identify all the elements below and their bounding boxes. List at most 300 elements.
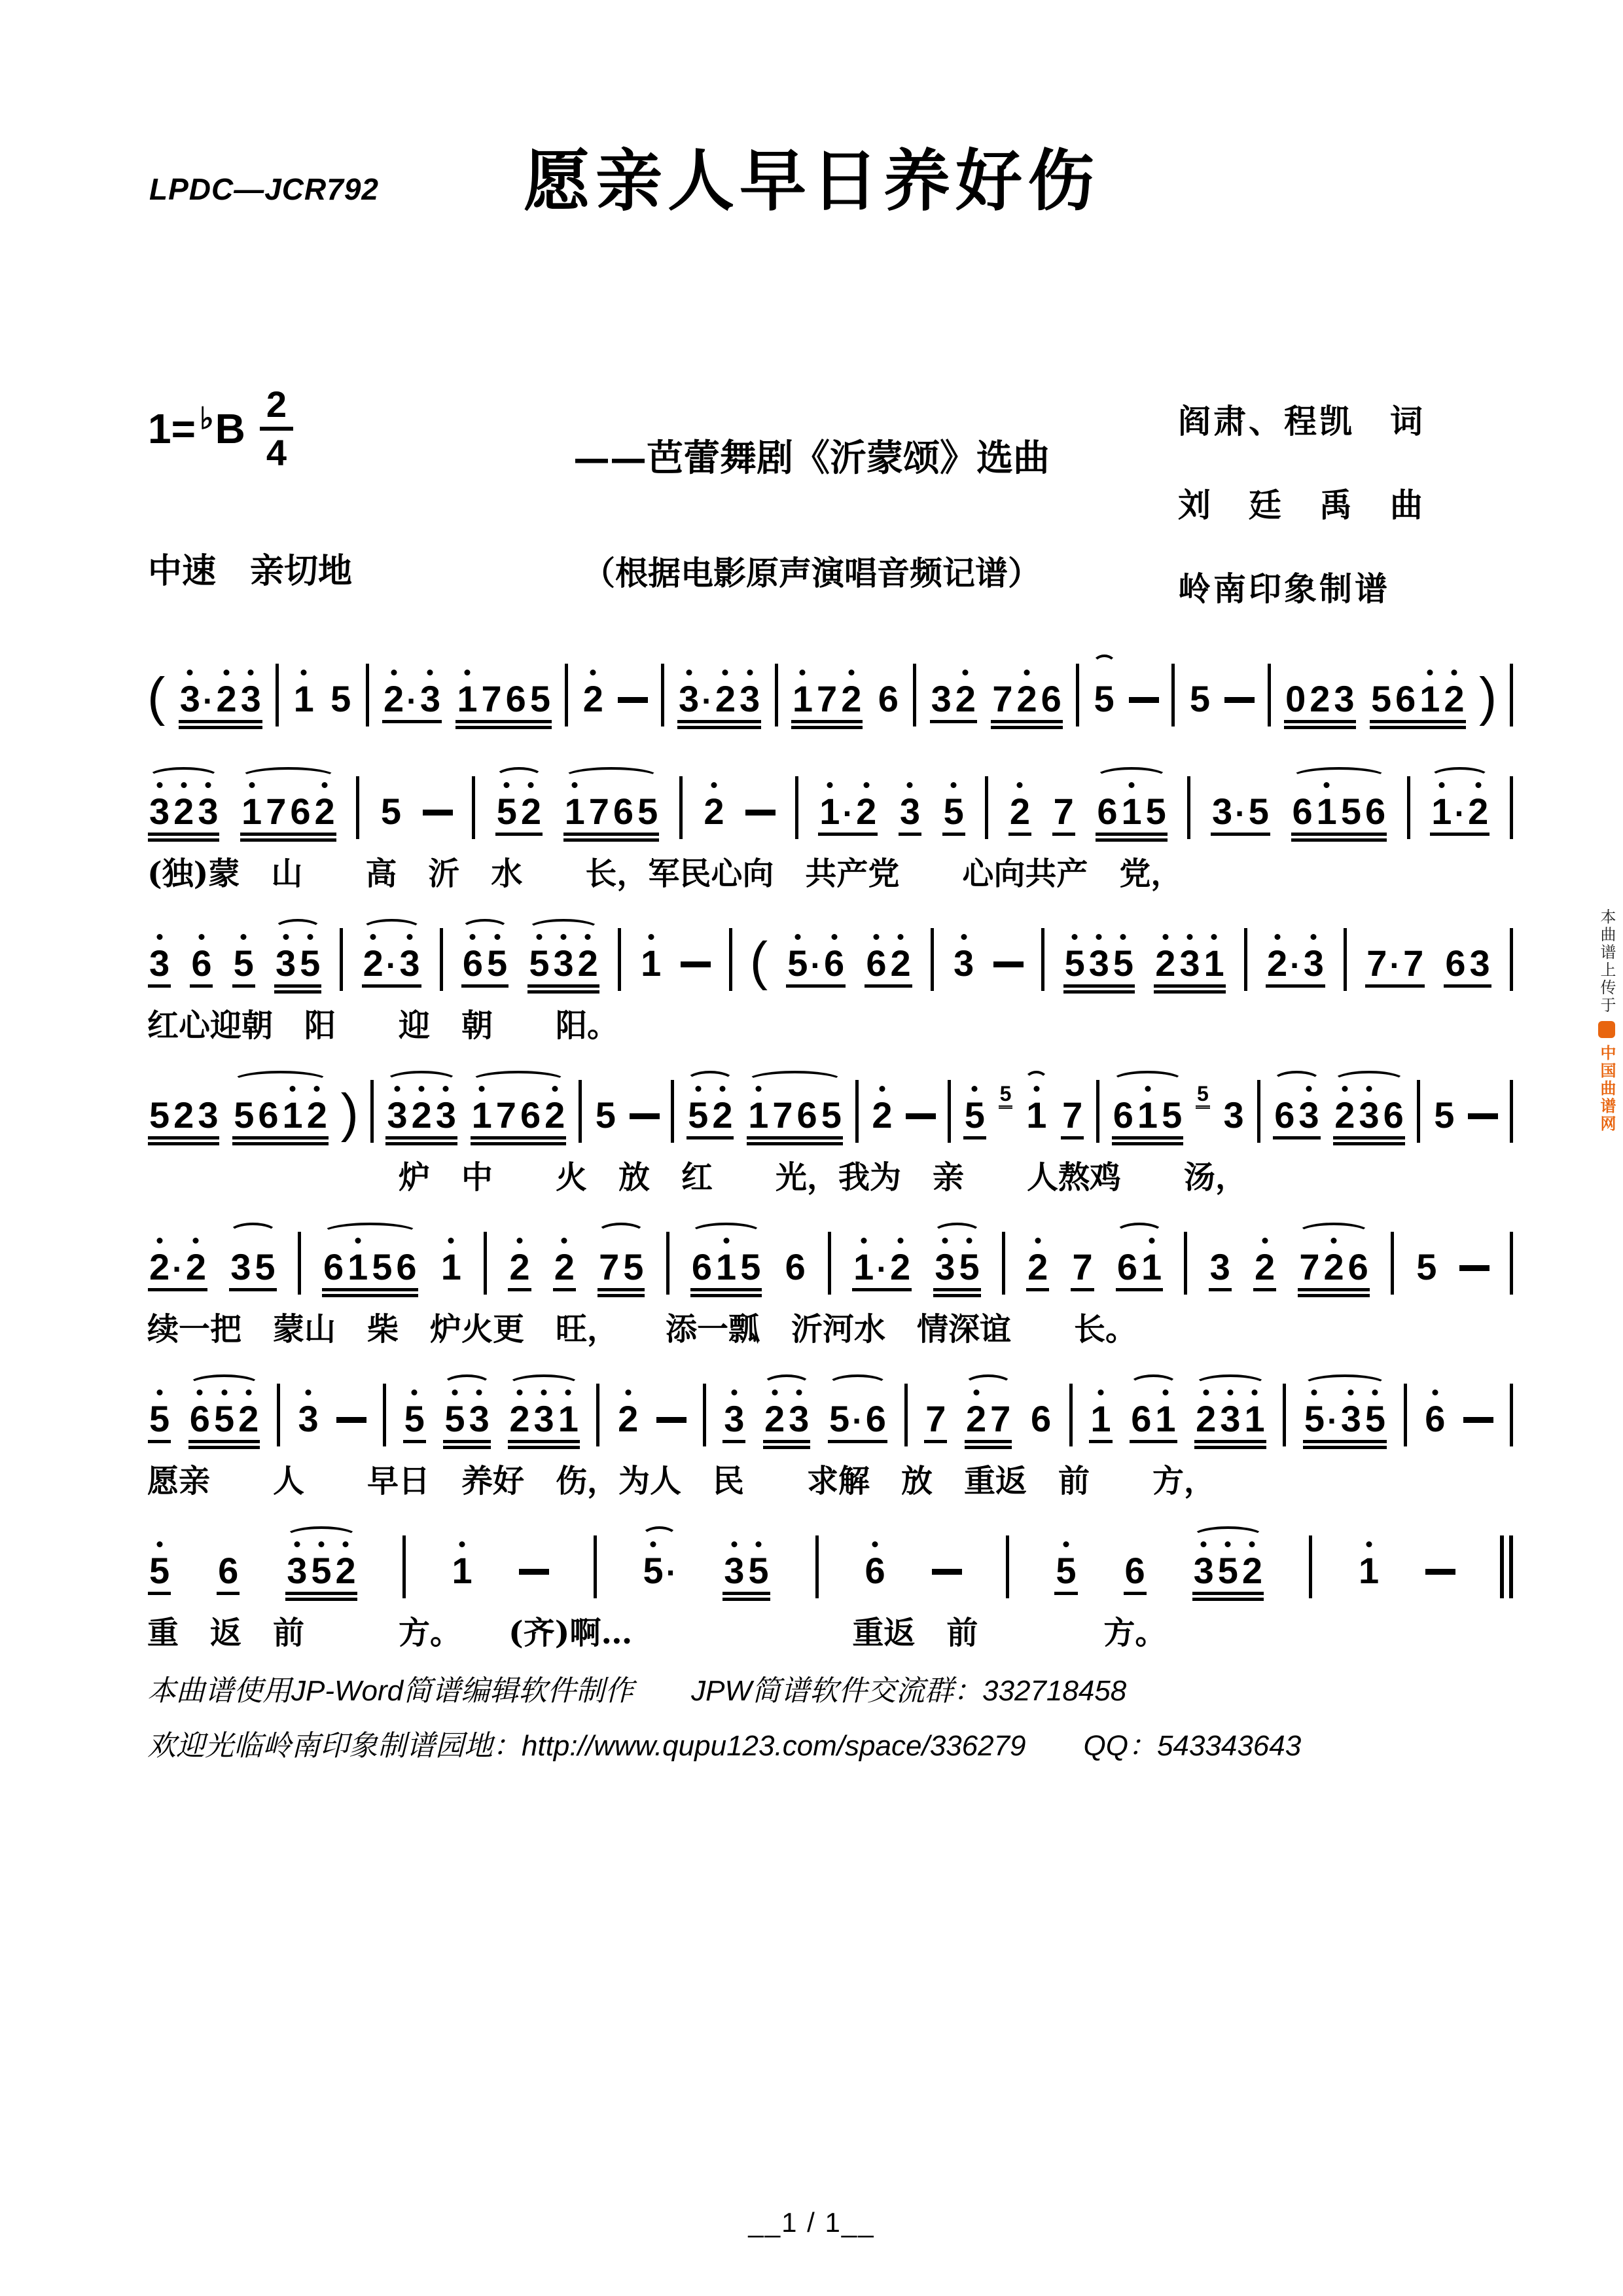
beam-line [1430,833,1489,836]
note-digit: 6 [1030,1398,1052,1439]
note-token [1253,1246,1277,1287]
beam-line [828,1440,887,1443]
note-token [1188,678,1212,719]
note-digit: 3 [1357,1097,1381,1134]
note-digit: 1 [817,793,842,830]
note-digit: 3 [952,945,976,982]
note-token [178,678,263,719]
note-digit: 6 [520,1094,541,1136]
note-digit: 2 [954,681,978,717]
octave-dot-above [1427,670,1433,675]
note-token [686,1094,734,1136]
note-token [1222,1094,1246,1136]
beam-line [1192,1592,1264,1595]
beam-line [1063,984,1135,988]
note-token [1192,1552,1264,1590]
augmentation-dot: · [1290,947,1301,984]
beam-line [763,1446,810,1449]
note-digit: 3 [1302,945,1326,982]
beam-line [965,1446,1012,1449]
note-digit: 7 [992,678,1013,719]
note-digit: 1 [1120,793,1144,830]
octave-dot-above [897,1238,903,1244]
note-digit: 7 [481,678,502,719]
note-digit: 2 [313,793,337,830]
note-digit: 2 [1466,793,1490,830]
beam-line [240,838,336,842]
note-digit: 6 [1097,791,1118,832]
beam-line [1052,833,1075,836]
note-token [581,678,605,719]
held-beat-dash [336,1417,366,1423]
footer-site-note: 欢迎光临岭南印象制谱园地：http://www.qupu123.com/space/336279 QQ：543343643 [147,1729,1302,1762]
note-digit: 2 [888,1249,912,1285]
beam-line [1054,1592,1077,1595]
slur-arc [1192,1526,1264,1547]
note-token [639,942,663,984]
beam-line [791,720,863,723]
note-token [189,942,213,984]
note-token [216,1552,240,1590]
beam-line [1071,1288,1094,1291]
note-token [285,1552,357,1590]
slur-arc [1092,655,1116,675]
note-digit: 5 [1363,1401,1387,1437]
held-beat-dash [745,810,776,816]
note-digit: 6 [1395,678,1416,719]
note-token [963,1094,987,1136]
held-beat-dash [1129,697,1159,703]
note-token [552,1246,577,1287]
barline [815,1535,819,1598]
note-digit: 2 [710,1097,734,1134]
note-digit: 2 [171,793,196,830]
note-token [1272,1094,1321,1136]
note-digit: 6 [878,678,899,719]
note-digit: 6 [865,1398,886,1439]
octave-dot-above [827,782,832,788]
note-digit: 5 [527,945,551,982]
beam-line [148,833,219,836]
beam-line [747,1142,843,1145]
score [147,634,1513,1773]
note-token [1423,1398,1447,1439]
note-digit: 1 [470,1097,494,1134]
note-digit: 5 [1111,945,1135,982]
octave-dot-above [301,670,307,675]
note-token [851,1246,912,1287]
barline [1510,928,1513,991]
octave-dot-above [1017,782,1023,788]
note-digit: 1 [639,945,663,982]
note-digit: 2 [173,1094,194,1136]
barline [775,664,778,726]
note-digit: 2 [334,1552,358,1589]
note-digit: 6 [189,945,213,982]
beam-line [1303,1440,1387,1443]
beam-line [443,1440,490,1443]
beam-line [285,1598,357,1601]
augmentation-dot: · [406,683,418,719]
beam-line [747,1136,843,1139]
note-digit: 7 [772,1094,793,1136]
octave-dot-above [459,1541,465,1547]
note-token [690,1246,762,1287]
note-token [147,1398,171,1439]
beam-line [1026,1288,1049,1291]
beam-line [1253,1288,1276,1291]
octave-dot-above [224,670,230,675]
music-system [147,746,1513,892]
note-digit: 3 [1087,945,1111,982]
note-digit: 1 [240,793,264,830]
note-digit: 3 [1177,945,1202,982]
slur-arc [232,1071,329,1092]
beam-line [455,726,552,729]
note-digit: 5 [942,793,966,830]
note-token [1369,678,1467,719]
note-digit: 3 [787,1401,811,1437]
note-digit: 3 [198,1094,219,1136]
note-token [1291,793,1388,831]
page-number: __1 / 1__ [748,2207,875,2238]
note-digit: 1 [1418,681,1442,717]
beam-line [232,1142,329,1145]
beam-line [1209,1288,1232,1291]
note-token [616,1398,640,1439]
beam-line [190,984,213,988]
note-digit: 2 [305,1097,329,1134]
note-digit: 3 [418,681,442,717]
slur-arc [285,1526,357,1547]
note-digit: 2 [236,1401,260,1437]
beam-line [1096,833,1167,836]
beam-line [495,833,543,836]
note-token [1414,1246,1438,1287]
note-digit: 7 [588,791,609,832]
slur-arc [1111,1071,1184,1092]
beam-line [508,1288,531,1291]
slur-arc [527,919,599,940]
octave-dot-above [156,1390,162,1395]
beam-line [1061,1136,1084,1139]
octave-dot-above [1274,934,1280,940]
beam-line [508,1446,579,1449]
note-digit: 0 [1285,678,1306,719]
held-beat-dash [932,1569,962,1575]
augmentation-dot: · [202,683,214,719]
note-digit: 6 [396,1246,417,1287]
note-token [876,678,901,719]
beam-line [1273,1136,1320,1139]
note-token [1265,942,1326,984]
note-token [677,678,762,719]
octave-dot-above [1211,934,1217,940]
note-digit: 2 [1153,945,1177,982]
note-digit: 5 [234,1094,255,1136]
note-digit: 6 [1423,1401,1447,1437]
octave-dot-above [156,1238,162,1244]
octave-dot-above [156,1541,162,1547]
note-digit: 1 [1135,1097,1160,1134]
note-token [1123,1552,1147,1590]
note-digit: 3 [285,1552,309,1589]
octave-dot-above [747,670,753,675]
note-token [864,942,912,984]
barline [1391,1232,1394,1295]
octave-dot-above [848,670,854,675]
note-digit: 1 [1153,1401,1177,1437]
octave-dot-above [1072,934,1078,940]
octave-dot-above [831,934,837,940]
barline [383,1384,386,1446]
note-token [470,1094,567,1136]
beam-line [1211,833,1270,836]
note-token [147,1094,220,1136]
octave-dot-above [863,782,869,788]
note-token [1026,1246,1050,1287]
note-digit: 5 [1145,791,1166,832]
note-token [228,1246,277,1287]
note-digit: 6 [1041,678,1061,719]
note-digit: 5 [829,1398,850,1439]
barline [484,1232,487,1295]
octave-dot-above [711,782,717,788]
octave-dot-above [861,1238,866,1244]
note-digit: 1 [746,1097,770,1134]
note-digit: 2 [1014,681,1039,717]
slur-arc [1194,1374,1266,1395]
beam-line [1194,1440,1266,1443]
beam-line [471,1136,567,1139]
note-token [1357,1552,1381,1590]
beam-line [1154,990,1225,994]
beam-line [148,1288,207,1291]
slur-arc [1302,1374,1387,1395]
barline [1187,776,1190,839]
note-token [1029,1398,1053,1439]
octave-dot-above [1035,1238,1041,1244]
note-digit: 3 [738,681,762,717]
note-digit: 2 [361,945,385,982]
beam-line [274,990,321,994]
barline [1184,1232,1187,1295]
note-digit: 5 [821,1094,842,1136]
augmentation-dot: · [810,947,821,984]
beam-line [899,833,921,836]
note-token [597,1246,645,1287]
note-token [147,1246,208,1287]
note-digit: 2 [1322,1249,1346,1285]
held-beat-dash [423,810,453,816]
note-digit: 2 [870,1097,894,1134]
note-token [147,793,220,831]
barline [596,1384,599,1446]
note-digit: 2 [1240,1552,1264,1589]
slur-arc [1115,1223,1164,1244]
beam-line [722,1592,770,1595]
barline [1309,1535,1312,1598]
octave-dot-above [686,670,692,675]
beam-line [240,833,336,836]
note-token [1443,942,1491,984]
note-token [1052,793,1076,831]
key-signature [148,386,293,471]
beam-line [527,990,599,994]
octave-dot-above [972,1086,978,1092]
barline [666,1232,669,1295]
music-system [147,898,1513,1044]
octave-dot-above [1451,670,1457,675]
time-numerator: 2 [260,386,293,431]
note-digit: 2 [854,793,878,830]
site-watermark [1595,908,1618,1133]
beam-line [1370,726,1466,729]
note-token [296,1398,321,1439]
beam-line [1130,1440,1177,1443]
note-token [450,1552,474,1590]
note-digit: 1 [1315,793,1339,830]
slur-arc [442,1374,491,1395]
augmentation-dot: · [1327,1403,1338,1439]
note-token [762,1398,811,1439]
lyrics-line: (独)蒙 山 高 沂 水 长，军民心向 共产党 心向共产 党， [147,855,1183,892]
note-digit: 3 [274,945,298,982]
slur-arc [746,1071,844,1092]
note-digit: 3 [397,945,421,982]
octave-dot-above [187,670,193,675]
note-digit: 2 [713,681,738,717]
barline [948,1080,951,1143]
note-token [563,793,660,831]
note-digit: 2 [1008,793,1032,830]
beam-line [1089,1440,1112,1443]
note-digit: 5 [1370,678,1392,719]
note-token [1208,1246,1232,1287]
note-digit: 5 [147,1552,171,1589]
note-token [292,678,316,719]
barline [1510,1080,1513,1143]
music-staff-row [147,1050,1513,1152]
barline [1257,1080,1260,1143]
beam-line [322,1288,418,1291]
beam-line [852,1288,912,1291]
note-digit: 7 [1403,942,1424,984]
barline [440,928,443,991]
octave-dot-above [516,1238,522,1244]
note-digit: 3 [1211,791,1233,832]
barline [661,664,664,726]
slur-arc [1095,767,1168,788]
lyrics-line: 续一把 蒙山 柴 炉火更 旺， 添一瓢 沂河水 情深谊 长。 [147,1311,1137,1348]
barline [855,1080,859,1143]
note-digit: 6 [613,791,634,832]
note-digit: 6 [505,678,526,719]
note-token [361,942,422,984]
barline [1244,928,1247,991]
note-digit: 1 [791,681,815,717]
note-digit: 5 [637,791,658,832]
note-token [507,1246,531,1287]
note-digit: 5 [957,1249,982,1285]
phrase-paren: ) [340,1083,359,1143]
note-token [827,1398,888,1439]
note-token [382,678,442,719]
note-digit: 1 [1202,945,1226,982]
note-digit: 5 [1248,791,1269,832]
octave-dot-above [1186,934,1192,940]
note-token [495,793,543,831]
note-token [1194,1398,1266,1439]
note-digit: 2 [581,681,605,717]
note-digit: 7 [599,1246,620,1287]
held-beat-dash [618,697,648,703]
note-digit: 5 [485,945,509,982]
note-digit: 2 [1265,945,1289,982]
note-token [232,942,256,984]
beam-line [924,1440,947,1443]
note-digit: 2 [702,793,726,830]
barline [1283,1384,1286,1446]
held-beat-dash [906,1113,936,1119]
barline [1404,1384,1407,1446]
barline [931,928,934,991]
augmentation-dot: · [876,1251,887,1287]
note-digit: 2 [1332,1097,1357,1134]
beam-line [763,1440,810,1443]
barline [1096,1080,1099,1143]
watermark-prefix: 本曲谱上传于 [1597,908,1615,1014]
slur-arc [1129,1374,1177,1395]
octave-dot-above [963,670,969,675]
note-digit: 6 [822,945,846,982]
beam-line [461,984,508,988]
note-digit: 3 [532,1401,556,1437]
octave-dot-above [198,934,204,940]
note-digit: 3 [677,681,701,717]
beam-line [1291,838,1387,842]
note-token [329,678,353,719]
beam-line [1365,984,1425,988]
octave-dot-above [961,934,967,940]
beam-line [722,1440,745,1443]
octave-dot-above [731,1541,737,1547]
note-token [863,1552,887,1590]
note-digit: 5 [785,945,810,982]
note-token [952,942,976,984]
note-digit: 6 [258,1094,279,1136]
note-digit: 5 [380,791,401,832]
slur-arc [686,1071,734,1092]
octave-dot-above [879,1086,885,1092]
note-token [1153,942,1226,984]
note-digit: 5 [147,1401,171,1437]
beam-line [963,1136,986,1139]
note-digit: 3 [1334,678,1355,719]
beam-line [385,1142,457,1145]
held-beat-dash [1463,1417,1493,1423]
note-digit: 7 [925,1398,946,1439]
beam-line [991,720,1062,723]
held-beat-dash [519,1569,549,1575]
octave-dot-above [1311,934,1317,940]
note-digit: 2 [762,1401,787,1437]
note-token [379,793,403,831]
octave-dot-above [800,670,806,675]
barline [1002,1232,1005,1295]
final-barline [1500,1535,1513,1598]
music-staff-row [147,1505,1513,1607]
